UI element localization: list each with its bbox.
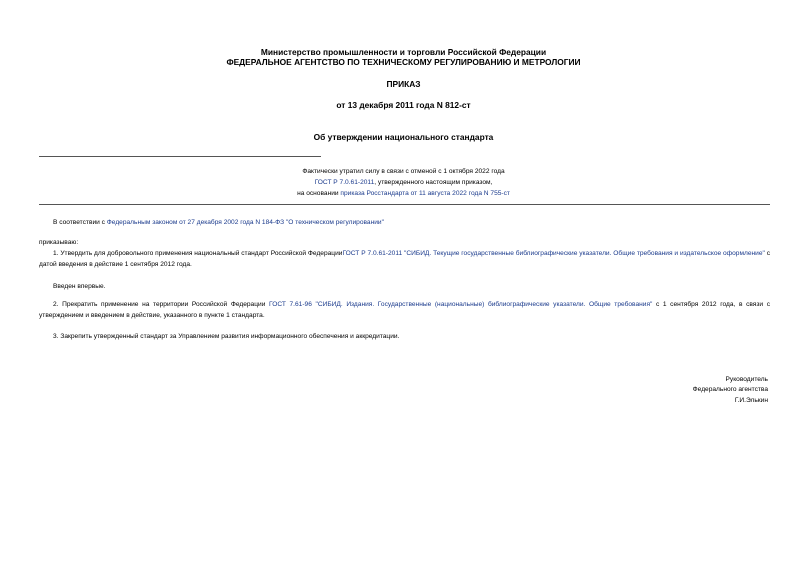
document-subject: Об утверждении национального стандарта (313, 132, 494, 142)
divider-short (39, 156, 321, 157)
link-gost-r-7-0-61-2011-full[interactable]: ГОСТ Р 7.0.61-2011 "СИБИД. Текущие государственные библиографические указатели. Общие требования и издательское оформление" (342, 250, 765, 257)
ministry-name: Министерство промышленности и торговли Российской Федерации (260, 47, 547, 57)
item-2 (39, 300, 770, 321)
agency-name: ФЕДЕРАЛЬНОЕ АГЕНТСТВО ПО ТЕХНИЧЕСКОМУ РЕГУЛИРОВАНИЮ И МЕТРОЛОГИИ (226, 57, 581, 67)
status-note-line1: Фактически утратил силу в связи с отменой с 1 октября 2022 года (302, 168, 505, 175)
item-1 (39, 249, 770, 270)
link-rosstandart-order-755[interactable]: приказа Росстандарта от 11 августа 2022 года N 755-ст (340, 190, 510, 197)
item-2-tail: с 1 сентября 2012 года, в связи с утверждением и введением в действие, указанного в пункте 1 стандарта. (39, 301, 770, 319)
status-note-line2-text: , утвержденного настоящим приказом, (374, 179, 493, 186)
signature-title-1: Руководитель (725, 376, 768, 383)
status-note-line2 (0, 178, 807, 187)
divider-long (39, 204, 770, 205)
item-2-text: 2. Прекратить применение на территории Российской Федерации (53, 301, 269, 308)
order-word: приказываю: (39, 239, 79, 246)
signature-name: Г.И.Элькин (734, 397, 768, 404)
document-date-number: от 13 декабря 2011 года N 812-ст (336, 100, 471, 110)
signature-title-2: Федерального агентства (692, 386, 768, 393)
document-type: ПРИКАЗ (386, 79, 421, 89)
item-3: 3. Закрепить утвержденный стандарт за Управлением развития информационного обеспечения и аккредитации. (53, 333, 400, 340)
introduced-note: Введен впервые. (53, 283, 106, 290)
link-gost-r-7-0-61-2011[interactable]: ГОСТ Р 7.0.61-2011 (314, 179, 375, 186)
link-federal-law-184[interactable]: Федеральным законом от 27 декабря 2002 года N 184-ФЗ "О техническом регулировании" (106, 219, 384, 226)
link-gost-7-61-96[interactable]: ГОСТ 7.61-96 "СИБИД. Издания. Государственные (национальные) библиографические указатели. Общие требования" (269, 301, 653, 308)
preamble-text: В соответствии с (53, 219, 107, 226)
status-note-line3-text: на основании (297, 190, 341, 197)
item-1-text: 1. Утвердить для добровольного применения национальный стандарт Российской Федерации (53, 250, 343, 257)
status-note-line3 (0, 189, 807, 198)
item-1-tail: с датой введения в действие 1 сентября 2012 года. (39, 250, 770, 268)
preamble (53, 218, 384, 229)
